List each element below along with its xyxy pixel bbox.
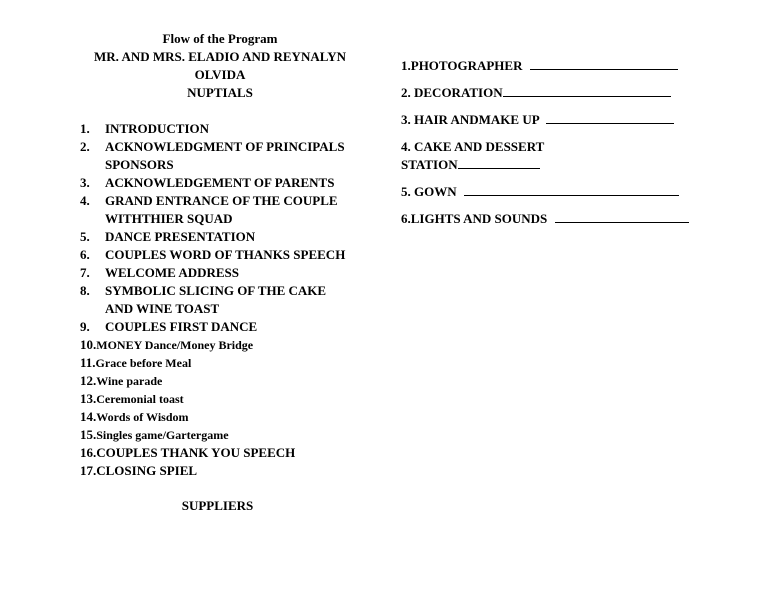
item-text: ACKNOWLEDGEMENT OF PARENTS <box>105 175 335 190</box>
program-item <box>80 120 360 138</box>
program-item <box>80 138 360 156</box>
program-item <box>80 336 360 354</box>
fill-in-line <box>503 84 671 97</box>
program-item <box>80 444 360 462</box>
item-number: 15. <box>80 427 97 442</box>
item-number: 7. <box>80 265 90 280</box>
item-number: 10. <box>80 337 97 352</box>
fill-in-line <box>530 57 678 70</box>
item-continuation: WITHTHIER SQUAD <box>105 211 233 226</box>
item-number: 1. <box>80 121 90 136</box>
program-item <box>80 246 360 264</box>
program-list <box>80 120 360 480</box>
couple-surname: OLVIDA <box>194 67 246 82</box>
item-text: INTRODUCTION <box>105 121 210 136</box>
item-text: CLOSING SPIEL <box>96 463 198 478</box>
program-item <box>80 192 360 210</box>
program-item <box>80 390 360 408</box>
item-text: ACKNOWLEDGMENT OF PRINCIPALS <box>105 139 345 154</box>
program-title: Flow of the Program <box>162 31 278 46</box>
item-text: DANCE PRESENTATION <box>105 229 256 244</box>
item-text: MONEY Dance/Money Bridge <box>96 338 254 352</box>
supplier-label: 2. DECORATION <box>401 85 503 100</box>
item-number: 5. <box>80 229 90 244</box>
program-item <box>80 318 360 336</box>
item-number: 11. <box>80 355 96 370</box>
item-continuation: SPONSORS <box>105 157 174 172</box>
couple-names: MR. AND MRS. ELADIO AND REYNALYN <box>94 49 346 64</box>
item-number: 17. <box>80 463 97 478</box>
supplier-label: 3. HAIR ANDMAKE UP <box>401 112 539 127</box>
item-text: SYMBOLIC SLICING OF THE CAKE <box>105 283 327 298</box>
supplier-item <box>401 183 731 201</box>
supplier-label: 5. GOWN <box>401 184 457 199</box>
program-item <box>80 372 360 390</box>
item-text: GRAND ENTRANCE OF THE COUPLE <box>105 193 338 208</box>
supplier-item <box>401 210 731 228</box>
title-block <box>80 30 360 102</box>
program-item <box>80 426 360 444</box>
item-number: 4. <box>80 193 90 208</box>
supplier-label: 1.PHOTOGRAPHER <box>401 58 523 73</box>
fill-in-line <box>464 183 679 196</box>
item-number: 16. <box>80 445 97 460</box>
item-number: 8. <box>80 283 90 298</box>
suppliers-heading: SUPPLIERS <box>181 498 254 513</box>
item-text: Ceremonial toast <box>96 392 184 406</box>
supplier-label-cont: STATION <box>401 157 458 172</box>
suppliers-column <box>401 57 731 237</box>
item-number: 2. <box>80 139 90 154</box>
supplier-item <box>401 57 731 75</box>
fill-in-line <box>555 210 689 223</box>
supplier-label: 6.LIGHTS AND SOUNDS <box>401 211 548 226</box>
fill-in-line <box>546 111 674 124</box>
supplier-item <box>401 84 731 102</box>
program-column <box>80 30 360 480</box>
item-text: Grace before Meal <box>95 356 192 370</box>
supplier-label: 4. CAKE AND DESSERT <box>401 139 545 154</box>
item-text: WELCOME ADDRESS <box>105 265 239 280</box>
item-text: COUPLES FIRST DANCE <box>105 319 258 334</box>
item-number: 9. <box>80 319 90 334</box>
program-item <box>80 282 360 300</box>
item-number: 14. <box>80 409 97 424</box>
item-number: 6. <box>80 247 90 262</box>
item-number: 12. <box>80 373 97 388</box>
supplier-item <box>401 111 731 129</box>
program-item <box>80 228 360 246</box>
item-text: Wine parade <box>96 374 163 388</box>
supplier-item <box>401 138 731 174</box>
program-item <box>80 408 360 426</box>
item-text: Singles game/Gartergame <box>96 428 229 442</box>
item-text: COUPLES WORD OF THANKS SPEECH <box>105 247 346 262</box>
item-continuation: AND WINE TOAST <box>105 301 220 316</box>
item-number: 3. <box>80 175 90 190</box>
item-number: 13. <box>80 391 97 406</box>
program-item <box>80 174 360 192</box>
program-item <box>80 462 360 480</box>
item-text: COUPLES THANK YOU SPEECH <box>96 445 296 460</box>
program-item <box>80 354 360 372</box>
program-item <box>80 264 360 282</box>
nuptials-label: NUPTIALS <box>187 85 253 100</box>
item-text: Words of Wisdom <box>96 410 189 424</box>
fill-in-line <box>458 156 540 169</box>
